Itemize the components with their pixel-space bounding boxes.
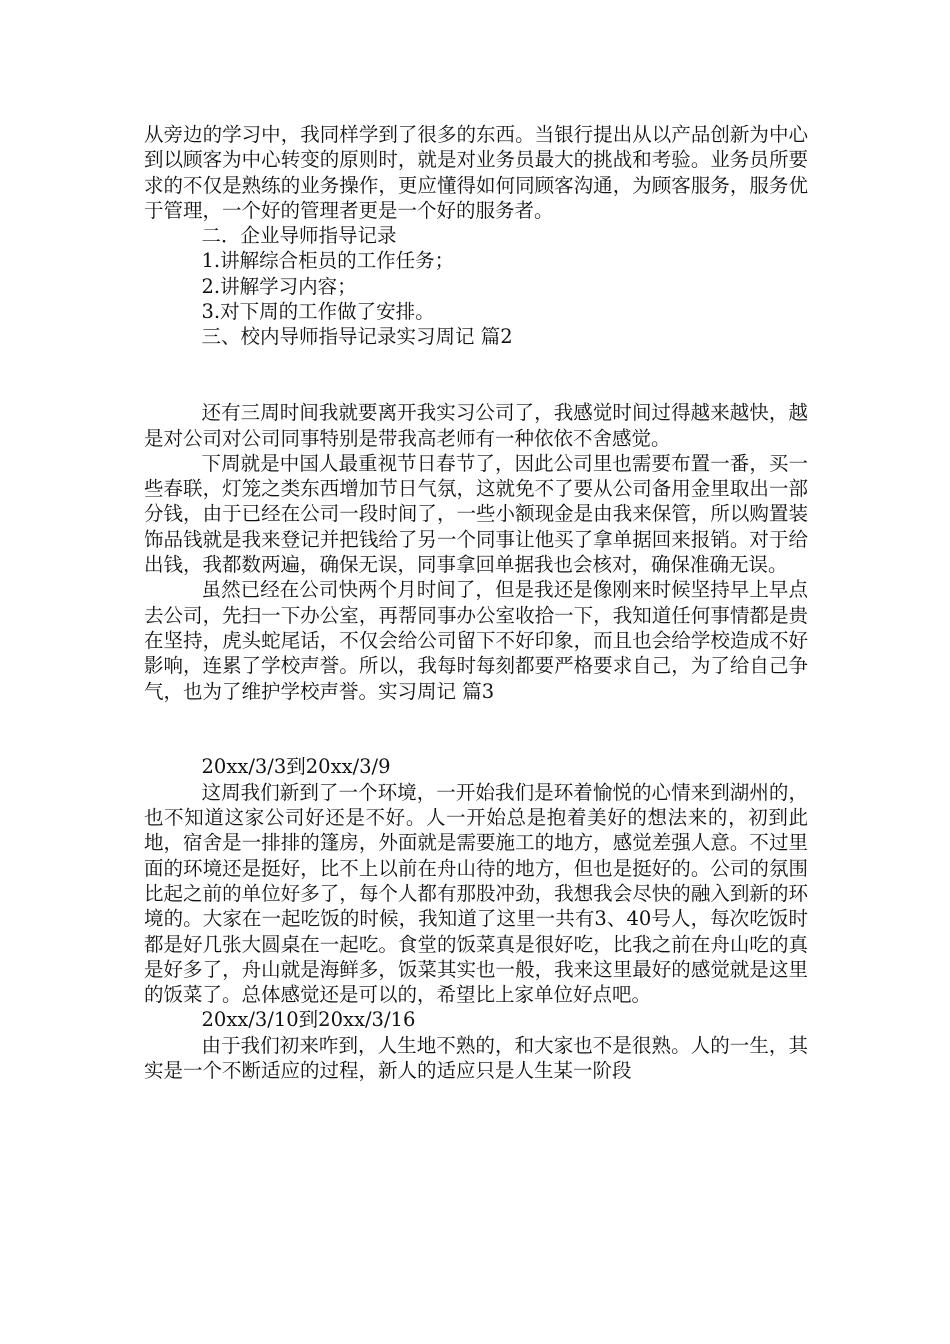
list-item: 2.讲解学习内容；: [201, 274, 357, 298]
spacer: [144, 704, 808, 755]
paragraph: 下周就是中国人最重视节日春节了，因此公司里也需要布置一番，买一些春联，灯笼之类东西增加节日气氛，这就免不了要从公司备用金里取出一部分钱，由于已经在公司一段时间了，一些小额现金是由我来保管，所以购置装饰品钱就是我来登记并把钱给了另一个同事让他买了拿单据回来报销。对于给出钱，我都数两遍，确保无误，同事拿回单据我也会核对，确保准确无误。: [144, 451, 808, 577]
paragraph: 这周我们新到了一个环境，一开始我们是环着愉悦的心情来到湖州的，也不知道这家公司好还是不好。人一开始总是抱着美好的想法来的，初到此地，宿舍是一排排的篷房，外面就是需要施工的地方，感觉差强人意。不过里面的环境还是挺好，比不上以前在舟山待的地方，但也是挺好的。公司的氛围比起之前的单位好多了，每个人都有那股冲劲，我想我会尽快的融入到新的环境的。大家在一起吃饭的时候，我知道了这里一共有3、40号人，每次吃饭时都是好几张大圆桌在一起吃。食堂的饭菜真是很好吃，比我之前在舟山吃的真是好多了，舟山就是海鲜多，饭菜其实也一般，我来这里最好的感觉就是这里的饭菜了。总体感觉还是可以的，希望比上家单位好点吧。: [144, 780, 808, 1007]
date-heading: 20xx/3/3到20xx/3/9: [201, 755, 391, 779]
paragraph: 虽然已经在公司快两个月时间了，但是我还是像刚来时候坚持早上早点去公司，先扫一下办公室，再帮同事办公室收拾一下，我知道任何事情都是贵在坚持，虎头蛇尾话，不仅会给公司留下不好印象，而且也会给学校造成不好影响，连累了学校声誉。所以，我每时每刻都要严格要求自己，为了给自己争气，也为了维护学校声誉。实习周记 篇3: [144, 578, 808, 703]
document-page: [144, 122, 808, 1083]
paragraph: 从旁边的学习中，我同样学到了很多的东西。当银行提出从以产品创新为中心到以顾客为中心转变的原则时，就是对业务员最大的挑战和考验。业务员所要求的不仅是熟练的业务操作，更应懂得如何同顾客沟通，为顾客服务，服务优于管理，一个好的管理者更是一个好的服务者。: [144, 123, 808, 222]
spacer: [144, 350, 808, 401]
paragraph: 由于我们初来咋到，人生地不熟的，和大家也不是很熟。人的一生，其实是一个不断适应的过程，新人的适应只是人生某一阶段: [144, 1033, 808, 1082]
paragraph: 还有三周时间我就要离开我实习公司了，我感觉时间过得越来越快，越是对公司对公司同事特别是带我高老师有一种依依不舍感觉。: [144, 401, 808, 450]
list-item: 3.对下周的工作做了安排。: [201, 300, 435, 324]
list-item: 1.讲解综合柜员的工作任务；: [201, 249, 455, 273]
section-heading: 二．企业导师指导记录: [201, 224, 397, 248]
date-heading: 20xx/3/10到20xx/3/16: [201, 1008, 416, 1032]
section-heading: 三、校内导师指导记录实习周记 篇2: [201, 325, 513, 349]
